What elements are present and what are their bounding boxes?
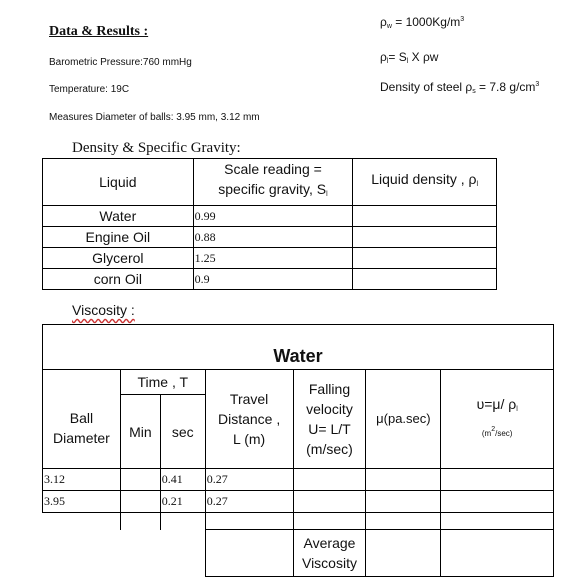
spacer-cell xyxy=(205,530,293,577)
density-table xyxy=(42,158,497,290)
viscosity-table-title: Water xyxy=(43,325,554,370)
col-kinematic-viscosity: υ=μ/ $\rho_l$ (m2/sec) xyxy=(441,370,554,469)
col-time: Time , T xyxy=(120,370,205,395)
diameter-cell: 3.95 xyxy=(43,491,121,513)
min-cell xyxy=(120,469,160,491)
specific-gravity: 0.9 xyxy=(193,269,353,290)
spacer-cell xyxy=(366,513,441,530)
liquid-density-cell xyxy=(353,248,497,269)
spacer-cell xyxy=(160,530,205,577)
col-min: Min xyxy=(120,395,160,469)
col-liquid-density: Liquid density , $\rho_l$ xyxy=(353,159,497,206)
min-cell xyxy=(120,491,160,513)
liquid-density-cell xyxy=(353,269,497,290)
distance-cell: 0.27 xyxy=(205,491,293,513)
spacer-cell xyxy=(43,530,121,577)
col-dynamic-viscosity: μ(pa.sec) xyxy=(366,370,441,469)
table-row xyxy=(43,248,497,269)
spacer-cell xyxy=(160,513,205,530)
table-row xyxy=(43,491,554,513)
liquid-density-formula: $\rho_l= S_l$ X ρw xyxy=(380,50,439,65)
density-heading: Density & Specific Gravity: xyxy=(72,140,241,156)
page-title: Data & Results : xyxy=(49,24,149,39)
specific-gravity: 0.99 xyxy=(193,206,353,227)
table-row xyxy=(43,469,554,491)
average-viscosity-label: Average Viscosity xyxy=(293,530,366,577)
diameter-cell: 3.12 xyxy=(43,469,121,491)
sec-cell: 0.41 xyxy=(160,469,205,491)
table-row xyxy=(43,206,497,227)
liquid-name: Water xyxy=(43,206,194,227)
mu-cell xyxy=(366,491,441,513)
water-density-formula: $\rho_w = 1000Kg/m^3$ xyxy=(380,15,465,30)
ball-diameters: Measures Diameter of balls: 3.95 mm, 3.12 mm xyxy=(49,112,260,123)
liquid-name: Engine Oil xyxy=(43,227,194,248)
spacer-cell xyxy=(441,513,554,530)
table-row xyxy=(43,227,497,248)
col-sec: sec xyxy=(160,395,205,469)
liquid-density-cell xyxy=(353,206,497,227)
spacer-cell xyxy=(293,513,366,530)
liquid-density-cell xyxy=(353,227,497,248)
liquid-name: Glycerol xyxy=(43,248,194,269)
col-liquid: Liquid xyxy=(43,159,194,206)
spacer-cell xyxy=(43,513,121,530)
col-travel-distance: Travel Distance , L (m) xyxy=(205,370,293,469)
spacer-cell xyxy=(205,513,293,530)
col-ball-diameter: Ball Diameter xyxy=(43,370,121,469)
spacer-cell xyxy=(120,513,160,530)
col-scale-reading: Scale reading = specific gravity, $S_l$ xyxy=(193,159,353,206)
velocity-cell xyxy=(293,491,366,513)
velocity-cell xyxy=(293,469,366,491)
sec-cell: 0.21 xyxy=(160,491,205,513)
table-row xyxy=(43,269,497,290)
steel-density: Density of steel $\rho_s = 7.8$ $g/cm^3$ xyxy=(380,80,540,95)
nu-cell xyxy=(441,491,554,513)
liquid-name: corn Oil xyxy=(43,269,194,290)
distance-cell: 0.27 xyxy=(205,469,293,491)
specific-gravity: 0.88 xyxy=(193,227,353,248)
spacer-cell xyxy=(120,530,160,577)
mu-cell xyxy=(366,469,441,491)
average-nu-cell xyxy=(441,530,554,577)
viscosity-table xyxy=(42,324,554,577)
nu-cell xyxy=(441,469,554,491)
specific-gravity: 1.25 xyxy=(193,248,353,269)
temperature: Temperature: 19C xyxy=(49,84,130,95)
barometric-pressure: Barometric Pressure:760 mmHg xyxy=(49,57,192,68)
average-mu-cell xyxy=(366,530,441,577)
viscosity-heading: Viscosity : xyxy=(72,302,135,318)
col-falling-velocity: Falling velocity U= L/T (m/sec) xyxy=(293,370,366,469)
